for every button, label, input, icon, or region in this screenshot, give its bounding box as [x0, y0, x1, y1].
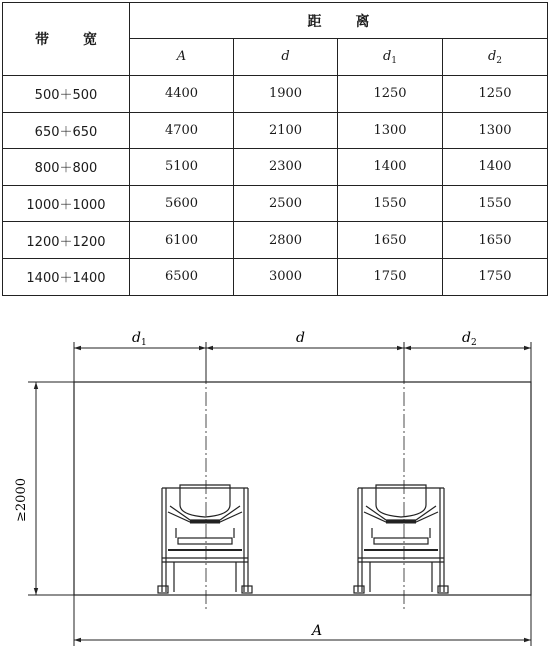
belt-width-cell: 650＋650: [3, 112, 130, 149]
table-row: [3, 149, 548, 186]
table-row: [3, 185, 548, 222]
distance-cell: 3000: [234, 258, 338, 295]
distance-cell: 1750: [443, 258, 548, 295]
dim-label-A: A: [312, 623, 323, 639]
distance-cell: 1400: [443, 149, 548, 186]
distance-header: 距 离: [130, 3, 548, 39]
dim-label-d: d: [296, 330, 305, 346]
distance-cell: 1900: [234, 76, 338, 113]
column-header-0: A: [130, 39, 234, 76]
distance-cell: 1550: [443, 185, 548, 222]
distance-cell: 2800: [234, 222, 338, 259]
column-header-2: $d_1$: [338, 39, 443, 76]
distance-cell: 1550: [338, 185, 443, 222]
conveyor-2-frame: [354, 485, 448, 593]
distance-cell: 1400: [338, 149, 443, 186]
height-label: ≥2000: [14, 478, 29, 522]
belt-width-cell: 1400＋1400: [3, 258, 130, 295]
column-header-3: $d_2$: [443, 39, 548, 76]
distance-cell: 5600: [130, 185, 234, 222]
conveyor-layout-drawing: [0, 300, 550, 652]
distance-cell: 2500: [234, 185, 338, 222]
conveyor-1-frame: [158, 485, 252, 593]
distance-cell: 4700: [130, 112, 234, 149]
distance-table: [2, 2, 548, 296]
dim-label-d1: $d_1$: [132, 330, 147, 348]
dim-label-d2: $d_2$: [462, 330, 477, 348]
distance-cell: 6500: [130, 258, 234, 295]
table-row: [3, 112, 548, 149]
room-outline: [74, 382, 531, 595]
belt-width-cell: 800＋800: [3, 149, 130, 186]
distance-cell: 2300: [234, 149, 338, 186]
belt-width-cell: 1000＋1000: [3, 185, 130, 222]
distance-cell: 2100: [234, 112, 338, 149]
belt-width-header: 带 宽: [3, 3, 130, 76]
distance-cell: 6100: [130, 222, 234, 259]
table-row: [3, 258, 548, 295]
distance-cell: 4400: [130, 76, 234, 113]
distance-cell: 1650: [338, 222, 443, 259]
distance-cell: 1300: [443, 112, 548, 149]
belt-width-cell: 1200＋1200: [3, 222, 130, 259]
distance-cell: 1250: [443, 76, 548, 113]
table-row: [3, 222, 548, 259]
distance-cell: 5100: [130, 149, 234, 186]
distance-cell: 1250: [338, 76, 443, 113]
distance-cell: 1300: [338, 112, 443, 149]
distance-cell: 1750: [338, 258, 443, 295]
column-header-1: d: [234, 39, 338, 76]
distance-cell: 1650: [443, 222, 548, 259]
table-row: [3, 76, 548, 113]
belt-width-cell: 500＋500: [3, 76, 130, 113]
